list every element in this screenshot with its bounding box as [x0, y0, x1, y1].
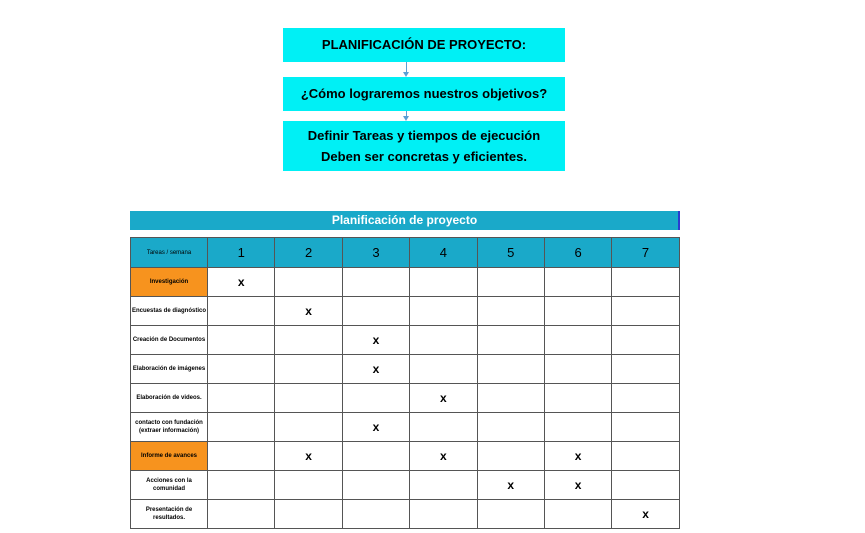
schedule-cell — [612, 355, 679, 384]
schedule-cell — [342, 268, 409, 297]
corner-label: Tareas / semana — [131, 238, 208, 268]
schedule-cell — [342, 442, 409, 471]
schedule-mark: x — [275, 442, 342, 471]
schedule-cell — [342, 384, 409, 413]
table-row — [131, 413, 680, 442]
schedule-table — [130, 237, 680, 529]
schedule-cell — [410, 268, 477, 297]
objectives-question-text: ¿Cómo lograremos nuestros objetivos? — [300, 86, 548, 101]
schedule-body — [131, 268, 680, 529]
schedule-mark: x — [208, 268, 275, 297]
schedule-mark: x — [342, 355, 409, 384]
schedule-cell — [477, 384, 544, 413]
schedule-cell — [612, 413, 679, 442]
task-label: Encuestas de diagnóstico — [131, 297, 208, 326]
week-header-1: 1 — [208, 238, 275, 268]
week-header-6: 6 — [544, 238, 611, 268]
task-label: Elaboración de imágenes — [131, 355, 208, 384]
schedule-cell — [410, 413, 477, 442]
define-tasks-box — [283, 121, 565, 171]
title-edge-marker — [678, 211, 680, 230]
schedule-mark: x — [477, 471, 544, 500]
task-label: Creación de Documentos — [131, 326, 208, 355]
schedule-cell — [544, 268, 611, 297]
task-label: Elaboración de videos. — [131, 384, 208, 413]
table-row — [131, 355, 680, 384]
table-row — [131, 471, 680, 500]
objectives-question-box — [283, 77, 565, 111]
schedule-mark: x — [342, 326, 409, 355]
schedule-mark: x — [544, 471, 611, 500]
schedule-cell — [275, 413, 342, 442]
table-row — [131, 442, 680, 471]
schedule-cell — [275, 268, 342, 297]
schedule-cell — [410, 500, 477, 529]
schedule-cell — [208, 326, 275, 355]
schedule-cell — [477, 413, 544, 442]
task-label: Informe de avances — [131, 442, 208, 471]
week-header-4: 4 — [410, 238, 477, 268]
schedule-cell — [477, 500, 544, 529]
week-header-2: 2 — [275, 238, 342, 268]
project-planning-box — [283, 28, 565, 62]
schedule-mark: x — [544, 442, 611, 471]
project-planning-text: PLANIFICACIÓN DE PROYECTO: — [321, 37, 527, 52]
schedule-cell — [612, 471, 679, 500]
schedule-cell — [612, 268, 679, 297]
table-row — [131, 500, 680, 529]
schedule-cell — [208, 297, 275, 326]
schedule-cell — [410, 297, 477, 326]
task-label: Acciones con la comunidad — [131, 471, 208, 500]
schedule-cell — [342, 471, 409, 500]
schedule-cell — [477, 297, 544, 326]
schedule-cell — [208, 384, 275, 413]
table-row — [131, 297, 680, 326]
week-header-3: 3 — [342, 238, 409, 268]
define-tasks-line2: Deben ser concretas y eficientes. — [321, 149, 527, 164]
schedule-cell — [275, 500, 342, 529]
schedule-cell — [544, 413, 611, 442]
schedule-mark: x — [410, 442, 477, 471]
table-row — [131, 384, 680, 413]
week-header-5: 5 — [477, 238, 544, 268]
schedule-cell — [544, 355, 611, 384]
table-row — [131, 326, 680, 355]
schedule-cell — [544, 500, 611, 529]
schedule-cell — [477, 442, 544, 471]
schedule-cell — [544, 326, 611, 355]
schedule-cell — [544, 384, 611, 413]
schedule-cell — [342, 297, 409, 326]
schedule-cell — [208, 413, 275, 442]
task-label: contacto con fundación (extraer información) — [131, 413, 208, 442]
schedule-cell — [612, 384, 679, 413]
schedule-cell — [275, 355, 342, 384]
task-label: Investigación — [131, 268, 208, 297]
task-label: Presentación de resultados. — [131, 500, 208, 529]
schedule-cell — [208, 500, 275, 529]
schedule-mark: x — [612, 500, 679, 529]
schedule-title: Planificación de proyecto — [130, 211, 679, 230]
schedule-cell — [612, 297, 679, 326]
schedule-cell — [342, 500, 409, 529]
schedule-mark: x — [342, 413, 409, 442]
define-tasks-line1: Definir Tareas y tiempos de ejecución — [307, 128, 541, 143]
schedule-cell — [612, 326, 679, 355]
schedule-cell — [544, 297, 611, 326]
down-arrow-icon — [406, 111, 407, 117]
schedule-cell — [208, 355, 275, 384]
schedule-cell — [275, 326, 342, 355]
schedule-cell — [612, 442, 679, 471]
schedule-cell — [477, 355, 544, 384]
schedule-cell — [275, 471, 342, 500]
schedule-cell — [208, 471, 275, 500]
schedule-cell — [477, 268, 544, 297]
down-arrow-icon — [406, 62, 407, 73]
table-row — [131, 268, 680, 297]
schedule-cell — [410, 326, 477, 355]
table-header-row — [131, 238, 680, 268]
schedule-cell — [208, 442, 275, 471]
schedule-cell — [477, 326, 544, 355]
schedule-cell — [410, 355, 477, 384]
schedule-mark: x — [410, 384, 477, 413]
schedule-cell — [410, 471, 477, 500]
week-header-7: 7 — [612, 238, 679, 268]
schedule-cell — [275, 384, 342, 413]
schedule-mark: x — [275, 297, 342, 326]
